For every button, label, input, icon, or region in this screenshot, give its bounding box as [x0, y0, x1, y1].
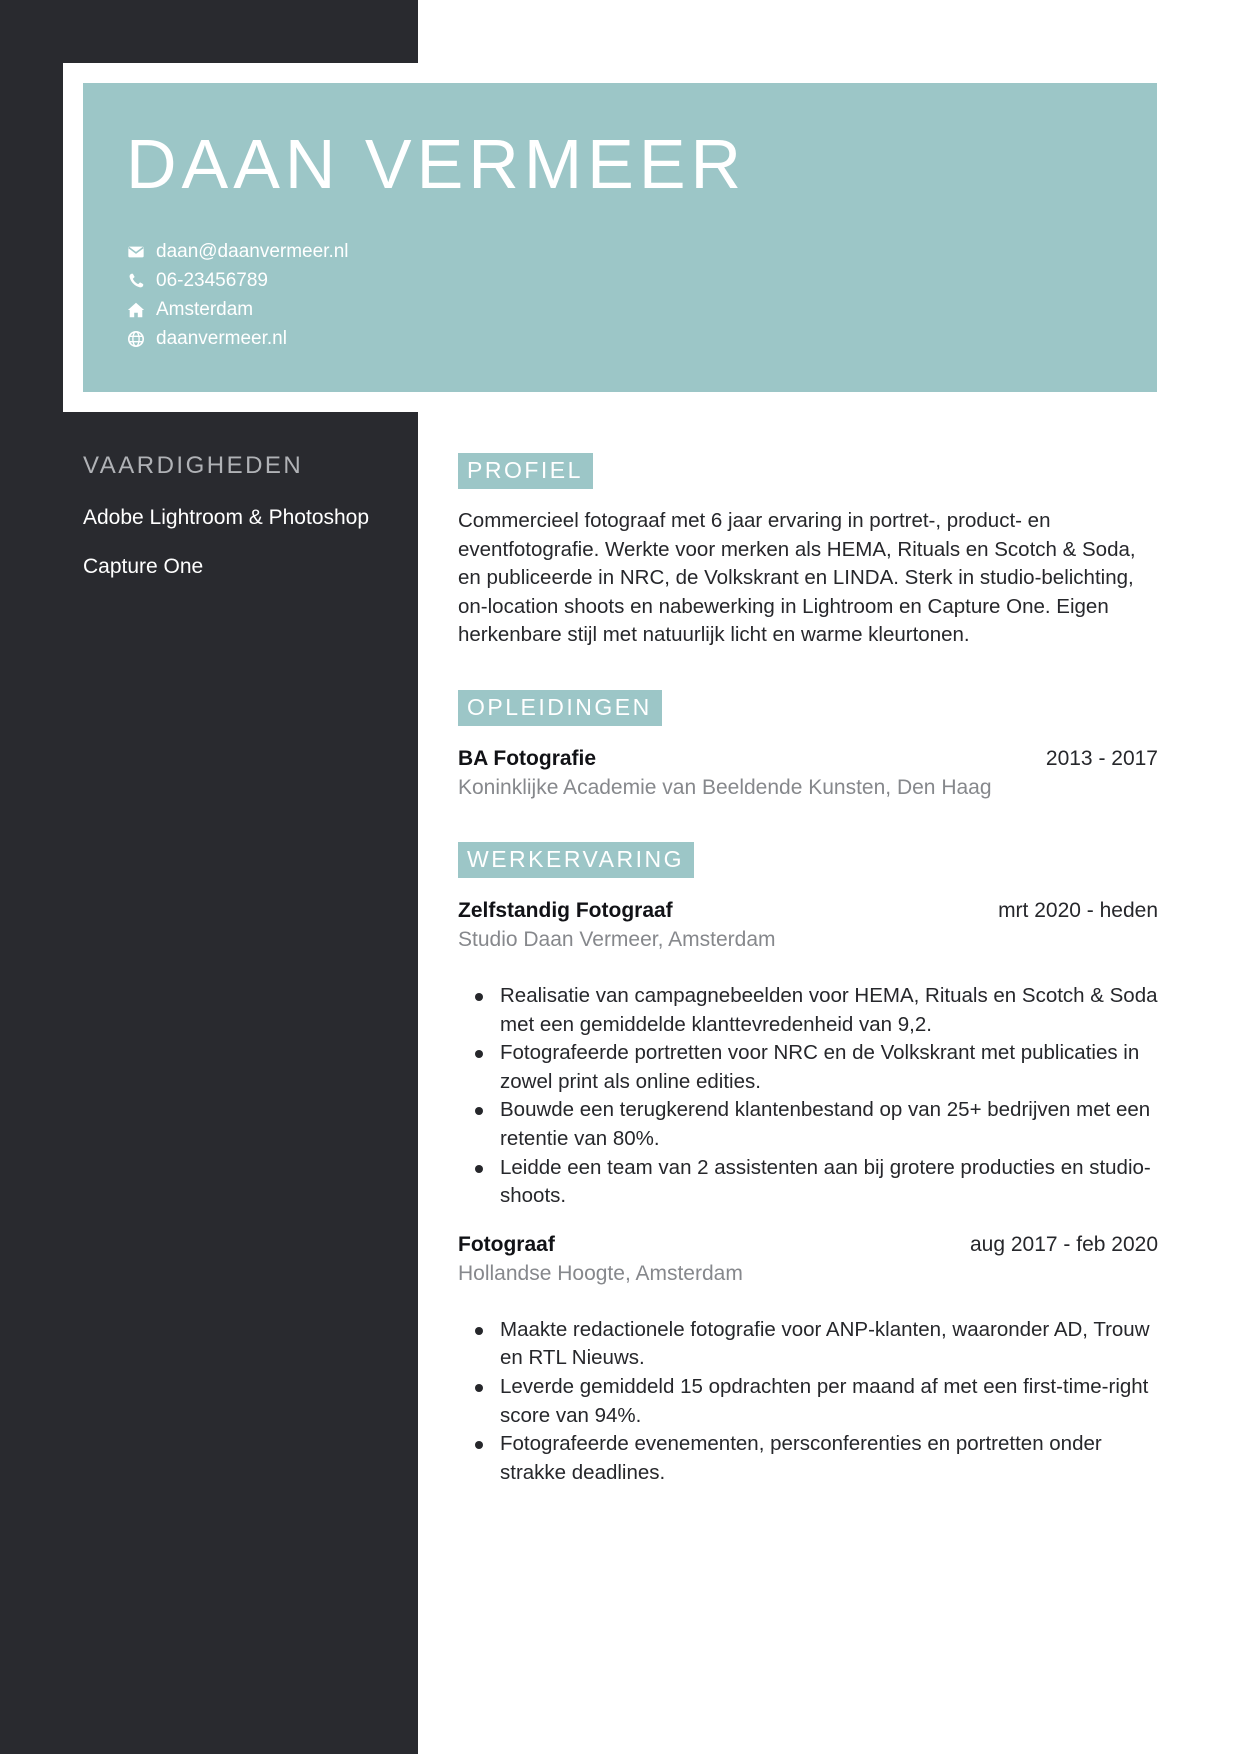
globe-icon: [126, 329, 146, 349]
contact-website[interactable]: [126, 324, 349, 353]
job-bullet: Bouwde een terugkerend klantenbestand op van 25+ bedrijven met een retentie van 80%.: [458, 1096, 1158, 1153]
job-bullet: Leverde gemiddeld 15 opdrachten per maand af met een first-time-right score van 94%.: [458, 1373, 1158, 1430]
phone-icon: [126, 271, 146, 291]
job-header: [458, 1230, 1158, 1259]
contact-website-text: daanvermeer.nl: [156, 327, 287, 349]
education-dates: 2013 - 2017: [1045, 746, 1158, 770]
home-icon: [126, 300, 146, 320]
job-company: Studio Daan Vermeer, Amsterdam: [458, 927, 776, 951]
contact-location-text: Amsterdam: [156, 298, 254, 320]
contact-email-text: daan@daanvermeer.nl: [156, 240, 349, 262]
profile-section: [458, 453, 1158, 650]
job-dates: aug 2017 - feb 2020: [970, 1232, 1158, 1256]
education-title: OPLEIDINGEN: [458, 690, 662, 726]
experience-section: [458, 842, 1158, 1487]
job-entry: [458, 1230, 1158, 1488]
job-role: Zelfstandig Fotograaf: [458, 898, 673, 922]
job-bullet: Maakte redactionele fotografie voor ANP-klanten, waaronder AD, Trouw en RTL Nieuws.: [458, 1316, 1158, 1373]
contact-phone[interactable]: [126, 266, 349, 295]
skills-title: VAARDIGHEDEN: [83, 452, 304, 479]
job-entry: [458, 896, 1158, 1211]
profile-text: Commercieel fotograaf met 6 jaar ervaring in portret-, product- en eventfotografie. Werkte voor merken als HEMA, Rituals en Scotch & Soda, en publiceerde in NRC, de Volkskrant en LINDA. Sterk in studio-belichting, on-location shoots en nabewerking in Lightroom en Capture One. Eigen herkenbare stijl met natuurlijk licht en warme kleurtonen.: [458, 509, 1136, 647]
job-bullets: [458, 982, 1158, 1211]
person-name: DAAN VERMEER: [126, 125, 747, 203]
job-bullet: Fotografeerde portretten voor NRC en de Volkskrant met publicaties in zowel print als online edities.: [458, 1039, 1158, 1096]
job-bullet: Fotografeerde evenementen, persconferenties en portretten onder strakke deadlines.: [458, 1430, 1158, 1487]
education-section: [458, 690, 1158, 802]
main-content: [458, 453, 1158, 1527]
contact-list: [126, 237, 349, 353]
job-role: Fotograaf: [458, 1232, 555, 1256]
school-name: Koninklijke Academie van Beeldende Kunsten, Den Haag: [458, 775, 992, 799]
job-bullet: Leidde een team van 2 assistenten aan bij grotere producties en studio-shoots.: [458, 1154, 1158, 1211]
job-bullet: Realisatie van campagnebeelden voor HEMA, Rituals en Scotch & Soda met een gemiddelde klanttevredenheid van 9,2.: [458, 982, 1158, 1039]
degree-title: BA Fotografie: [458, 746, 597, 770]
job-bullets: [458, 1316, 1158, 1488]
education-entry-header: [458, 744, 1158, 773]
skills-section: [83, 452, 383, 601]
job-company: Hollandse Hoogte, Amsterdam: [458, 1261, 743, 1285]
mail-icon: [126, 242, 146, 262]
profile-title: PROFIEL: [458, 453, 593, 489]
job-dates: mrt 2020 - heden: [998, 898, 1158, 922]
job-header: [458, 896, 1158, 925]
contact-phone-text: 06-23456789: [156, 269, 268, 291]
header: [83, 83, 1157, 392]
experience-title: WERKERVARING: [458, 842, 694, 878]
contact-location: [126, 295, 349, 324]
skill-item: Capture One: [83, 554, 204, 578]
skill-item: Adobe Lightroom & Photoshop: [83, 505, 370, 529]
contact-email[interactable]: [126, 237, 349, 266]
